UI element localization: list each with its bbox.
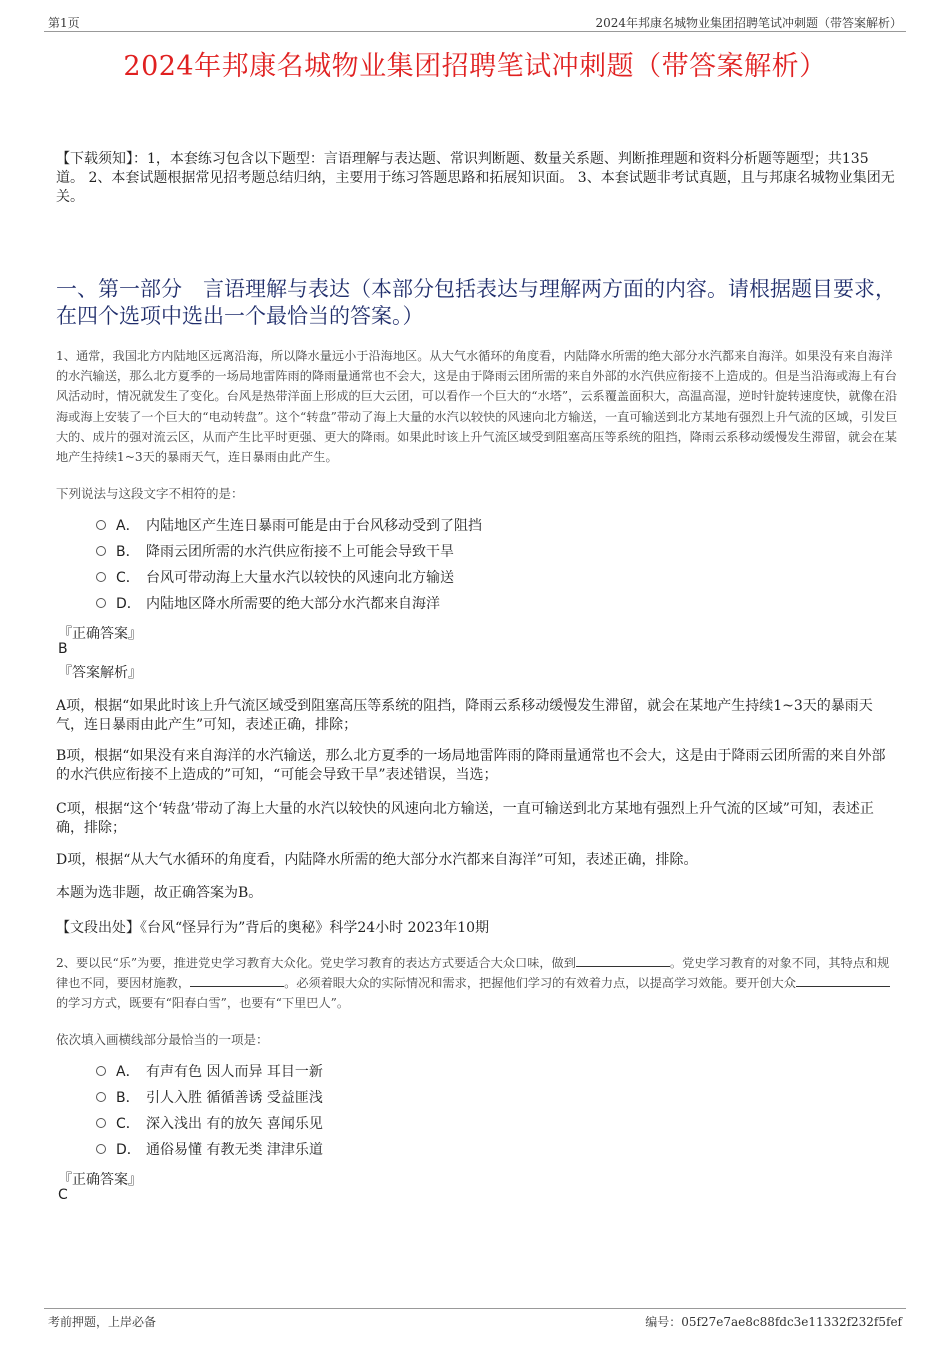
question-2-prompt: 依次填入画横线部分最恰当的一项是： [56,1032,269,1047]
option-text: 降雨云团所需的水汽供应衔接不上可能会导致干旱 [146,544,454,560]
option-letter: C． [116,570,140,586]
radio-icon[interactable] [96,1066,106,1076]
question-1-body: 1、通常，我国北方内陆地区远离沿海，所以降水量远小于沿海地区。从大气水循环的角度看，内陆降水所需的绝大部分水汽都来自海洋。如果没有来自海洋的水汽输送，那么北方夏季的一场局地雷阵雨的降雨量通常也不会大，这是由于降雨云团所需的来自外部的水汽供应衔接不上造成的。但是当沿海或海上有台风活动时，情况就发生了变化。台风是热带洋面上形成的巨大云团，可以看作一个巨大的“水塔”，云系覆盖面积大，高温高湿，逆时针旋转速度快，就像在沿海或海上安装了一个巨大的“电动转盘”。这个“转盘”带动了海上大量的水汽以较快的风速向北方输送，一直可输送到北方某地有强烈上升气流的区域，引发巨大的、成片的强对流云区，从而产生比平时更强、更大的降雨。如果此时该上升气流区域受到阻塞高压等系统的阻挡，降雨云系移动缓慢发生滞留，就会在某地产生持续1~3天的暴雨天气，连日暴雨由此产生。 [56,349,898,465]
option-letter: D． [116,596,141,612]
option-text: 内陆地区降水所需要的绝大部分水汽都来自海洋 [146,596,440,612]
option-letter: B． [116,544,140,560]
page-title: 2024年邦康名城物业集团招聘笔试冲刺题（带答案解析） [123,51,827,82]
radio-icon[interactable] [96,520,106,530]
header-divider [44,31,906,32]
fill-blank-1 [576,954,670,967]
source-citation: 【文段出处】《台风“怪异行为”背后的奥秘》科学24小时 2023年10期 [56,920,490,936]
radio-icon[interactable] [96,598,106,608]
footer-slogan: 考前押题，上岸必备 [48,1315,157,1329]
question-1-option-c[interactable] [96,568,454,588]
radio-icon[interactable] [96,572,106,582]
download-notice: 【下载须知】：1，本套练习包含以下题型：言语理解与表达题、常识判断题、数量关系题、判断推理题和资料分析题等题型；共135道。 2、本套试题根据常见招考题总结归纳，主要用于练习答题思路和拓展知识面。 3、本套试题非考试真题，且与邦康名城物业集团无关。 [56,151,895,205]
question-2-option-b[interactable] [96,1088,323,1108]
analysis-label: 『答案解析』 [58,665,142,681]
option-text: 深入浅出 有的放矢 喜闻乐见 [146,1116,323,1132]
option-letter: C． [116,1116,140,1132]
answer-label: 『正确答案』 [58,626,142,642]
analysis-item-c: C项，根据“这个‘转盘’带动了海上大量的水汽以较快的风速向北方输送，一直可输送到北方某地有强烈上升气流的区域”可知，表述正确，排除； [56,801,874,836]
question-2-option-d[interactable] [96,1140,323,1160]
footer-code: 编号：05f27e7ae8c88fdc3e11332f232f5fef [645,1315,902,1329]
question-1-prompt: 下列说法与这段文字不相符的是： [56,486,244,501]
question-2-option-a[interactable] [96,1062,323,1082]
question-1-option-b[interactable] [96,542,454,562]
analysis-item-a: A项，根据“如果此时该上升气流区域受到阻塞高压等系统的阻挡，降雨云系移动缓慢发生滞留，就会在某地产生持续1~3天的暴雨天气，连日暴雨由此产生”可知，表述正确，排除； [56,698,873,733]
option-text: 有声有色 因人而异 耳目一新 [146,1064,323,1080]
question-2-text-4: 的学习方式，既要有“阳春白雪”，也要有“下里巴人”。 [56,996,350,1011]
radio-icon[interactable] [96,546,106,556]
question-2-text-1: 2、要以民“乐”为要，推进党史学习教育大众化。党史学习教育的表达方式要适合大众口味，做到 [56,956,576,970]
question-2-option-c[interactable] [96,1114,323,1134]
question-2-text-3: 。必须着眼大众的实际情况和需求，把握他们学习的有效着力点，以提高学习效能。要开创大众 [284,976,796,991]
radio-icon[interactable] [96,1118,106,1128]
question-2-text-2: 。党史学习教育的对象不同，其特点和规律也不同，要因材施教， [56,956,890,991]
option-letter: B． [116,1090,140,1106]
section-heading: 一、第一部分 言语理解与表达（本部分包括表达与理解两方面的内容。请根据题目要求，在四个选项中选出一个最恰当的答案。） [56,277,896,328]
option-letter: A． [116,1064,140,1080]
analysis-item-d: D项，根据“从大气水循环的角度看，内陆降水所需的绝大部分水汽都来自海洋”可知，表述正确，排除。 [56,852,698,868]
answer-value: B [58,641,68,657]
footer-divider [44,1308,906,1309]
question-1-option-d[interactable] [96,594,440,614]
analysis-item-b: B项，根据“如果没有来自海洋的水汽输送，那么北方夏季的一场局地雷阵雨的降雨量通常也不会大，这是由于降雨云团所需的来自外部的水汽供应衔接不上造成的”可知，“可能会导致干旱”表述错误，当选； [56,748,886,783]
fill-blank-3 [796,974,890,987]
option-text: 通俗易懂 有教无类 津津乐道 [146,1142,323,1158]
option-text: 台风可带动海上大量水汽以较快的风速向北方输送 [146,570,454,586]
question-2-body [56,953,898,1014]
answer-label: 『正确答案』 [58,1172,142,1188]
radio-icon[interactable] [96,1144,106,1154]
analysis-conclusion: 本题为选非题，故正确答案为B。 [56,885,263,901]
fill-blank-2 [190,974,284,987]
header-doc-title: 2024年邦康名城物业集团招聘笔试冲刺题（带答案解析） [595,16,902,30]
option-text: 引人入胜 循循善诱 受益匪浅 [146,1090,323,1106]
option-text: 内陆地区产生连日暴雨可能是由于台风移动受到了阻挡 [146,518,482,534]
page-number: 第1页 [48,16,80,30]
answer-value: C [58,1187,68,1203]
question-1-option-a[interactable] [96,516,482,536]
radio-icon[interactable] [96,1092,106,1102]
option-letter: D． [116,1142,141,1158]
option-letter: A． [116,518,140,534]
